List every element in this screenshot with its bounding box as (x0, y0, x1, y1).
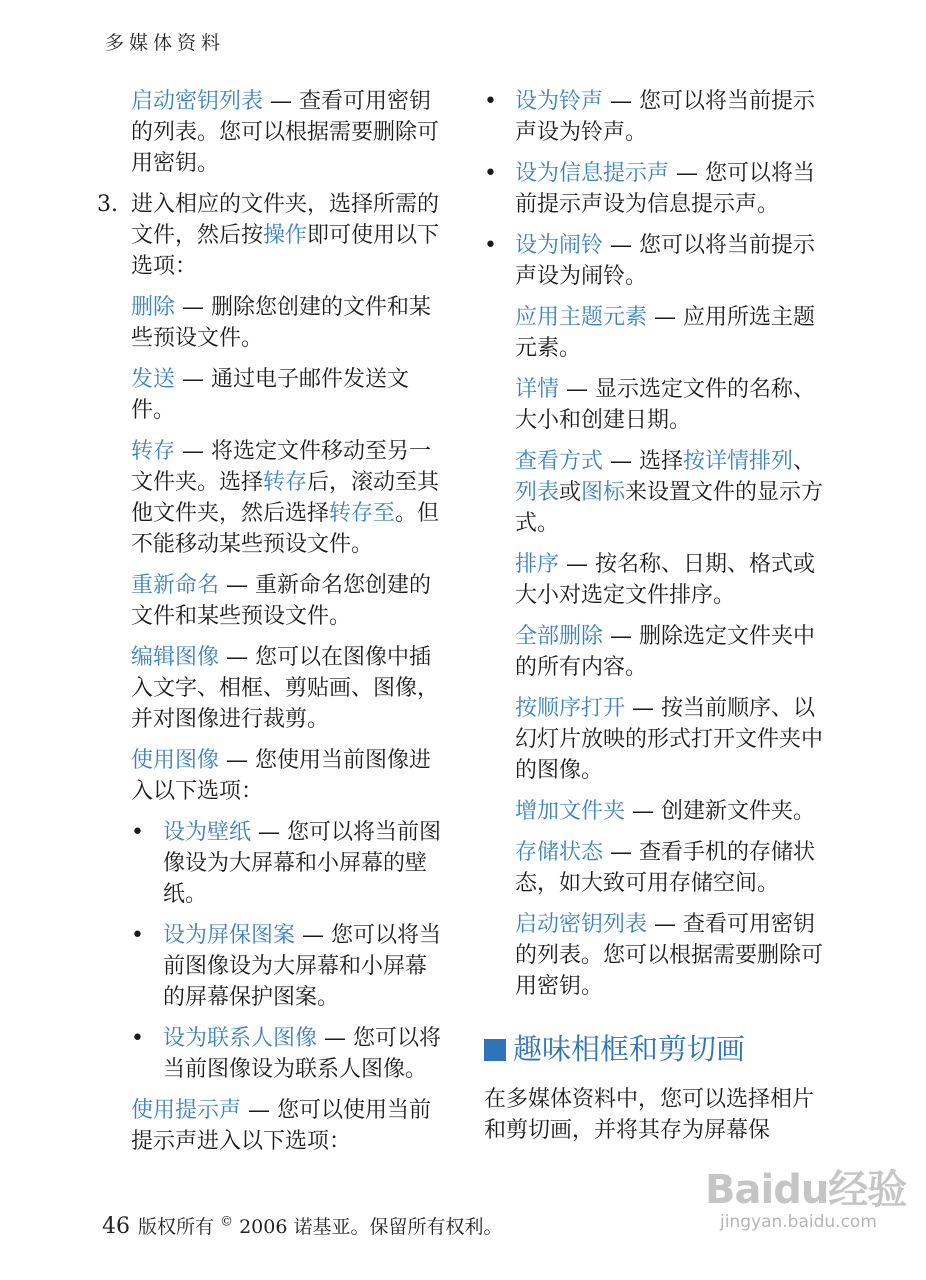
move-item: 转存 — 将选定文件移动至另一文件夹。选择转存后，滚动至其他文件夹，然后选择转存至。但不能移动某些预设文件。 (131, 439, 440, 557)
add-folder-item: 增加文件夹 — 创建新文件夹。 (515, 799, 816, 824)
options-link[interactable]: 操作 (263, 223, 308, 248)
baidu-watermark-logo: Baidu经验 (705, 1167, 907, 1213)
move-to-link[interactable]: 转存至 (329, 501, 396, 526)
section-heading: 趣味相框和剪切画 (484, 1030, 825, 1068)
view-mode-link[interactable]: 查看方式 (515, 449, 604, 474)
page-number: 46 (102, 1214, 130, 1239)
delete-link[interactable]: 删除 (131, 295, 176, 320)
bullet-icon: • (484, 161, 497, 186)
bullet-icon: • (131, 923, 144, 948)
bullet-contact-image: • 设为联系人图像 — 您可以将当前图像设为联系人图像。 (131, 1023, 441, 1085)
delete-all-link[interactable]: 全部删除 (515, 624, 604, 649)
use-image-link[interactable]: 使用图像 (131, 748, 220, 773)
running-header: 多媒体资料 (105, 32, 226, 54)
send-item: 发送 — 通过电子邮件发送文件。 (131, 367, 410, 423)
memory-status-item: 存储状态 — 查看手机的存储状态，如大致可用存储空间。 (515, 840, 816, 896)
step-3: 3. 进入相应的文件夹，选择所需的文件，然后按操作即可使用以下选项： (131, 189, 441, 282)
set-contact-image-link[interactable]: 设为联系人图像 (163, 1026, 318, 1051)
left-column (97, 86, 442, 1167)
key-list-link-2[interactable]: 启动密钥列表 (515, 912, 648, 937)
key-list-item-2: 启动密钥列表 — 查看可用密钥的列表。您可以根据需要删除可用密钥。 (515, 912, 824, 999)
delete-item: 删除 — 删除您创建的文件和某些预设文件。 (131, 295, 432, 351)
section-paragraph: 在多媒体资料中，您可以选择相片和剪切画，并将其存为屏幕保 (484, 1087, 815, 1143)
details-item: 详情 — 显示选定文件的名称、大小和创建日期。 (515, 377, 816, 433)
apply-theme-link[interactable]: 应用主题元素 (515, 305, 648, 330)
move-link-2[interactable]: 转存 (263, 470, 308, 495)
bullet-icon: • (131, 1026, 144, 1051)
sort-item: 排序 — 按名称、日期、格式或大小对选定文件排序。 (515, 552, 816, 608)
bullet-ringtone: • 设为铃声 — 您可以将当前提示声设为铃声。 (484, 86, 825, 148)
move-link[interactable]: 转存 (131, 439, 176, 464)
key-list-item: 启动密钥列表 — 查看可用密钥的列表。您可以根据需要删除可用密钥。 (131, 89, 440, 176)
list-link[interactable]: 列表 (515, 480, 560, 505)
rename-item: 重新命名 — 重新命名您创建的文件和某些预设文件。 (131, 573, 432, 629)
set-ringtone-link[interactable]: 设为铃声 (515, 89, 604, 114)
set-alarm-link[interactable]: 设为闹铃 (515, 233, 604, 258)
add-folder-link[interactable]: 增加文件夹 (515, 799, 626, 824)
set-message-tone-link[interactable]: 设为信息提示声 (515, 161, 670, 186)
right-column (484, 86, 825, 1156)
set-screensaver-link[interactable]: 设为屏保图案 (163, 923, 296, 948)
details-link[interactable]: 详情 (515, 377, 560, 402)
delete-all-item: 全部删除 — 删除选定文件夹中的所有内容。 (515, 624, 816, 680)
copyright-symbol: © (220, 1214, 234, 1230)
sort-link[interactable]: 排序 (515, 552, 560, 577)
bullet-icon: • (484, 233, 497, 258)
bullet-alarm: • 设为闹铃 — 您可以将当前提示声设为闹铃。 (484, 230, 825, 292)
bullet-screensaver: • 设为屏保图案 — 您可以将当前图像设为大屏幕和小屏幕的屏幕保护图案。 (131, 920, 441, 1013)
step-number: 3. (97, 192, 118, 217)
square-bullet-icon (484, 1039, 506, 1061)
key-list-link[interactable]: 启动密钥列表 (131, 89, 264, 114)
use-tone-link[interactable]: 使用提示声 (131, 1098, 242, 1123)
edit-image-link[interactable]: 编辑图像 (131, 645, 220, 670)
open-in-order-item: 按顺序打开 — 按当前顺序、以幻灯片放映的形式打开文件夹中的图像。 (515, 696, 824, 783)
rename-link[interactable]: 重新命名 (131, 573, 220, 598)
by-details-link[interactable]: 按详情排列 (683, 449, 794, 474)
bullet-wallpaper: • 设为壁纸 — 您可以将当前图像设为大屏幕和小屏幕的壁纸。 (131, 817, 441, 910)
send-link[interactable]: 发送 (131, 367, 176, 392)
memory-status-link[interactable]: 存储状态 (515, 840, 604, 865)
bullet-icon: • (484, 89, 497, 114)
page-footer: 46 版权所有 © 2006 诺基亚。保留所有权利。 (102, 1214, 503, 1239)
open-in-order-link[interactable]: 按顺序打开 (515, 696, 626, 721)
use-tone-item: 使用提示声 — 您可以使用当前提示声进入以下选项： (131, 1098, 432, 1154)
view-mode-item: 查看方式 — 选择按详情排列、列表或图标来设置文件的显示方式。 (515, 449, 824, 536)
edit-image-item: 编辑图像 — 您可以在图像中插入文字、相框、剪贴画、图像，并对图像进行裁剪。 (131, 645, 440, 732)
apply-theme-item: 应用主题元素 — 应用所选主题元素。 (515, 305, 816, 361)
bullet-message-tone: • 设为信息提示声 — 您可以将当前提示声设为信息提示声。 (484, 158, 825, 220)
icons-link[interactable]: 图标 (581, 480, 626, 505)
set-wallpaper-link[interactable]: 设为壁纸 (163, 820, 252, 845)
baidu-watermark-url: jingyan.baidu.com (720, 1212, 877, 1232)
use-image-item: 使用图像 — 您使用当前图像进入以下选项： (131, 748, 432, 804)
bullet-icon: • (131, 820, 144, 845)
